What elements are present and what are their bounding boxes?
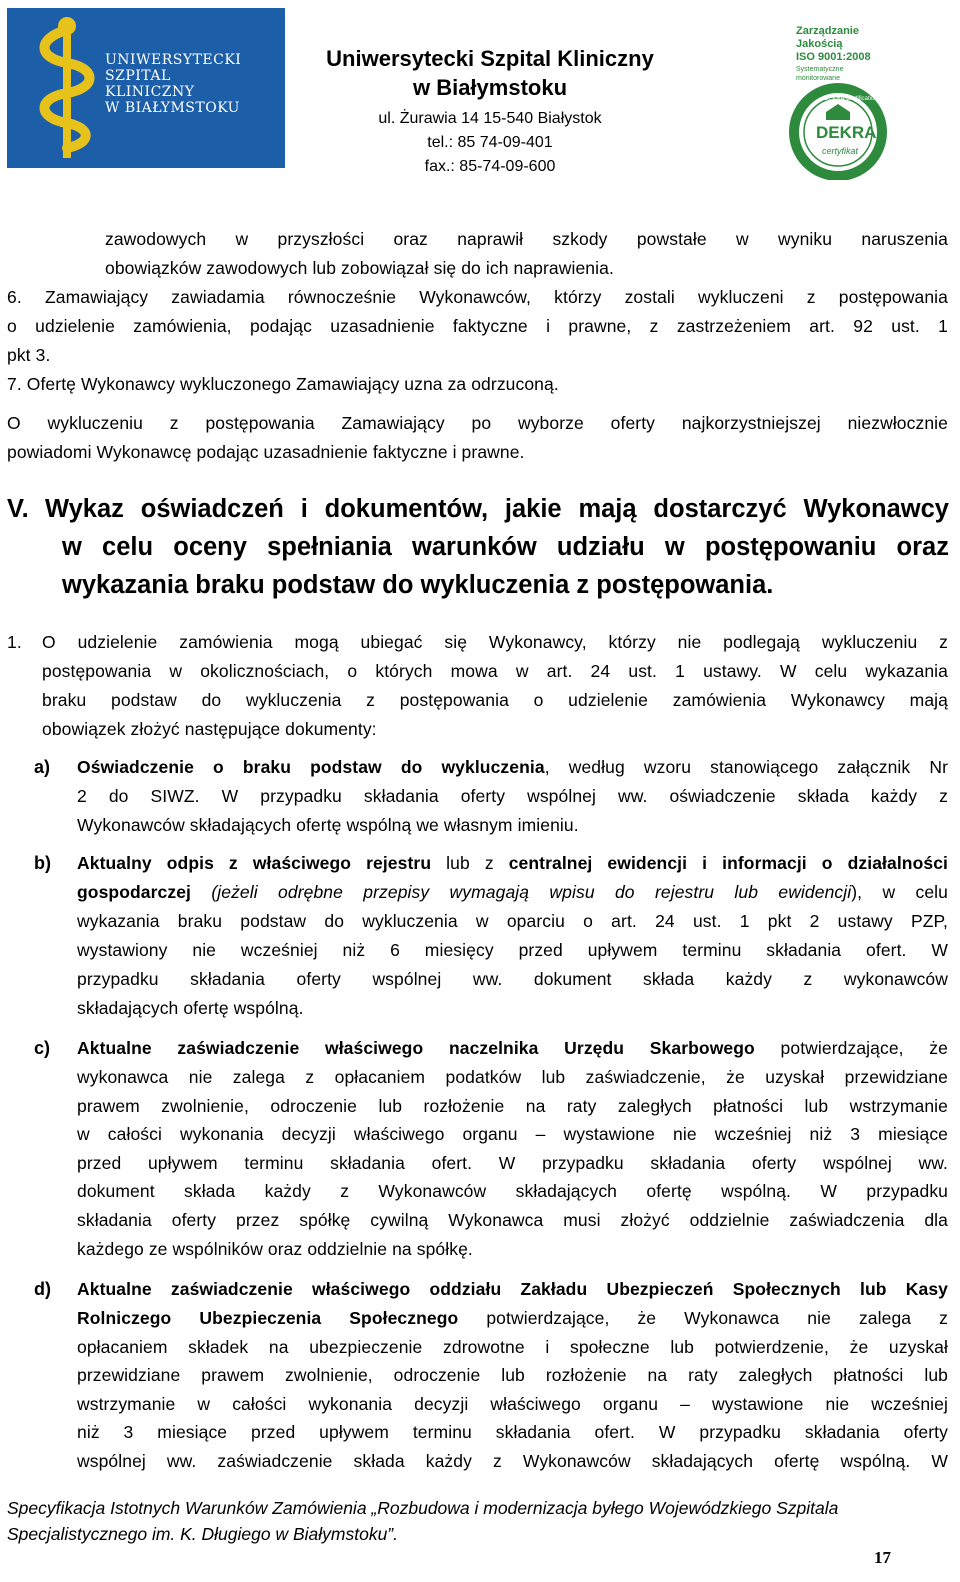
item-b-line-2: gospodarczej (jeżeli odrębne przepisy wymagają wpisu do rejestru lub ewidencji), w celu	[77, 882, 948, 902]
item-c-line-2: wykonawca nie zalega z opłacaniem podatków lub zaświadczenie, że uzyskał przewidziane	[77, 1067, 948, 1087]
notice-line-2: powiadomi Wykonawcę podając uzasadnienie faktyczne i prawne.	[7, 442, 525, 462]
hospital-logo	[7, 8, 285, 168]
section-heading-line-1: Wykaz oświadczeń i dokumentów, jakie mają dostarczyć Wykonawcy	[45, 495, 949, 523]
item-d-line-3: opłacaniem składek na ubezpieczenie zdrowotne i społeczne lub potwierdzenie, że uzyskał	[77, 1337, 948, 1357]
section-number: V.	[7, 495, 29, 523]
cert-line1: Zarządzanie	[796, 25, 859, 37]
point-7: 7. Ofertę Wykonawcy wykluczonego Zamawiający uzna za odrzuconą.	[7, 374, 559, 394]
item-a-label: a)	[34, 757, 51, 777]
item-d-line-4: przewidziane prawem zwolnienie, odroczenie lub rozłożenie na raty zaległych płatności lub	[77, 1365, 948, 1385]
notice-line-1: O wykluczeniu z postępowania Zamawiający po wyborze oferty najkorzystniejszej niezwłocznie	[7, 413, 948, 433]
item-c-line-8: każdego ze wspólników oraz oddzielnie na spółkę.	[77, 1239, 473, 1259]
continuation-line-2: obowiązków zawodowych lub zobowiązał się do ich naprawienia.	[105, 258, 614, 278]
point-6-line-3: pkt 3.	[7, 345, 51, 365]
section-heading-line-2: w celu oceny spełniania warunków udziału w postępowaniu oraz	[62, 533, 949, 561]
item-1-line-1: O udzielenie zamówienia mogą ubiegać się Wykonawcy, którzy nie podlegają wykluczeniu z	[42, 632, 948, 652]
item-b-line-3: wykazania braku podstaw do wykluczenia w oparciu o art. 24 ust. 1 pkt 2 ustawy PZP,	[77, 911, 948, 931]
org-tel: tel.: 85 74-09-401	[427, 134, 553, 151]
cert-line2: Jakością	[796, 38, 843, 50]
point-6-line-1: 6. Zamawiający zawiadamia równocześnie Wykonawców, którzy zostali wykluczeni z postępowania	[7, 287, 948, 307]
item-d-line-1: Aktualne zaświadczenie właściwego oddziału Zakładu Ubezpieczeń Społecznych lub Kasy	[77, 1279, 948, 1299]
item-c-line-5: przed upływem terminu składania ofert. W przypadku składania oferty wspólnej ww.	[77, 1153, 948, 1173]
item-a-line-1: Oświadczenie o braku podstaw do wykluczenia, według wzoru stanowiącego załącznik Nr	[77, 757, 948, 777]
cert-line3: ISO 9001:2008	[796, 51, 871, 63]
item-d-label: d)	[34, 1279, 51, 1299]
item-b-line-6: składających ofertę wspólną.	[77, 998, 304, 1018]
footer-line-2: Specjalistycznego im. K. Długiego w Białymstoku”.	[7, 1524, 398, 1544]
item-c-label: c)	[34, 1038, 51, 1058]
item-c-line-3: prawem zwolnienie, odroczenie lub rozłożenie na raty zaległych płatności lub wstrzymanie	[77, 1096, 948, 1116]
item-a-line-2: 2 do SIWZ. W przypadku składania oferty wspólnej ww. oświadczenie składa każdy z	[77, 786, 948, 806]
item-b-line-1: Aktualny odpis z właściwego rejestru lub z centralnej ewidencji i informacji o działalności	[77, 853, 949, 873]
logo-text: UNIWERSYTECKI SZPITAL KLINICZNY W BIAŁYMSTOKU	[105, 52, 242, 116]
item-c-line-6: dokument składa każdy z Wykonawców składających ofertę wspólną. W przypadku	[77, 1181, 948, 1201]
item-d-line-2: Rolniczego Ubezpieczenia Społecznego potwierdzające, że Wykonawca nie zalega z	[77, 1308, 948, 1328]
item-d-line-7: wspólnej ww. zaświadczenie składa każdy z Wykonawców składających ofertę wspólną. W	[77, 1451, 948, 1471]
org-address: ul. Żurawia 14 15-540 Białystok	[378, 110, 602, 127]
item-c-line-7: składania oferty przez spółkę cywilną Wykonawca musi złożyć oddzielnie zaświadczenia dla	[77, 1210, 948, 1230]
cert-line4: Systematyczne	[796, 66, 844, 73]
cert-ring: DEKRA Certification	[824, 96, 878, 102]
item-d-line-6: niż 3 miesiące przed upływem terminu składania ofert. W przypadku składania oferty	[77, 1422, 948, 1442]
continuation-line-1: zawodowych w przyszłości oraz naprawił szkody powstałe w wyniku naruszenia	[105, 229, 948, 249]
page-number: 17	[874, 1548, 891, 1567]
document-footer	[7, 1495, 947, 1547]
item-c-line-1: Aktualne zaświadczenie właściwego naczelnika Urzędu Skarbowego potwierdzające, że	[77, 1038, 948, 1058]
item-1-line-3: braku podstaw do wykluczenia z postępowania o udzielenie zamówienia Wykonawcy mają	[42, 690, 948, 710]
item-1-number: 1.	[7, 632, 22, 652]
section-heading-line-3: wykazania braku podstaw do wykluczenia z postępowania.	[62, 571, 774, 599]
cert-sub: certyfikat	[822, 146, 859, 156]
org-fax: fax.: 85-74-09-600	[424, 158, 556, 175]
iso-certificate-badge	[788, 20, 908, 180]
item-1-line-4: obowiązek złożyć następujące dokumenty:	[42, 719, 377, 739]
item-b-line-4: wystawiony nie wcześniej niż 6 miesięcy przed upływem terminu składania ofert. W	[77, 940, 948, 960]
cert-line5: monitorowane	[796, 75, 840, 82]
item-c-line-4: w całości wykonania decyzji właściwego organu – wystawione nie wcześniej niż 3 miesiące	[77, 1124, 948, 1144]
item-a-line-3: Wykonawców składających ofertę wspólną we własnym imieniu.	[77, 815, 579, 835]
point-6-line-2: o udzielenie zamówienia, podając uzasadnienie faktyczne i prawne, z zastrzeżeniem art. 92 ust. 1	[7, 316, 948, 336]
org-name: Uniwersytecki Szpital Kliniczny w Białymstoku	[326, 46, 654, 100]
item-1-line-2: postępowania w okolicznościach, o których mowa w art. 24 ust. 1 ustawy. W celu wykazania	[42, 661, 948, 681]
cert-brand: DEKRA	[816, 123, 877, 142]
item-b-line-5: przypadku składania oferty wspólnej ww. dokument składa każdy z wykonawców	[77, 969, 948, 989]
item-d-line-5: wstrzymanie w całości wykonania decyzji właściwego organu – wystawione nie wcześniej	[77, 1394, 948, 1414]
item-b-label: b)	[34, 853, 51, 873]
footer-line-1: Specyfikacja Istotnych Warunków Zamówienia „Rozbudowa i modernizacja byłego Wojewódzkiego Szpitala	[7, 1498, 839, 1518]
